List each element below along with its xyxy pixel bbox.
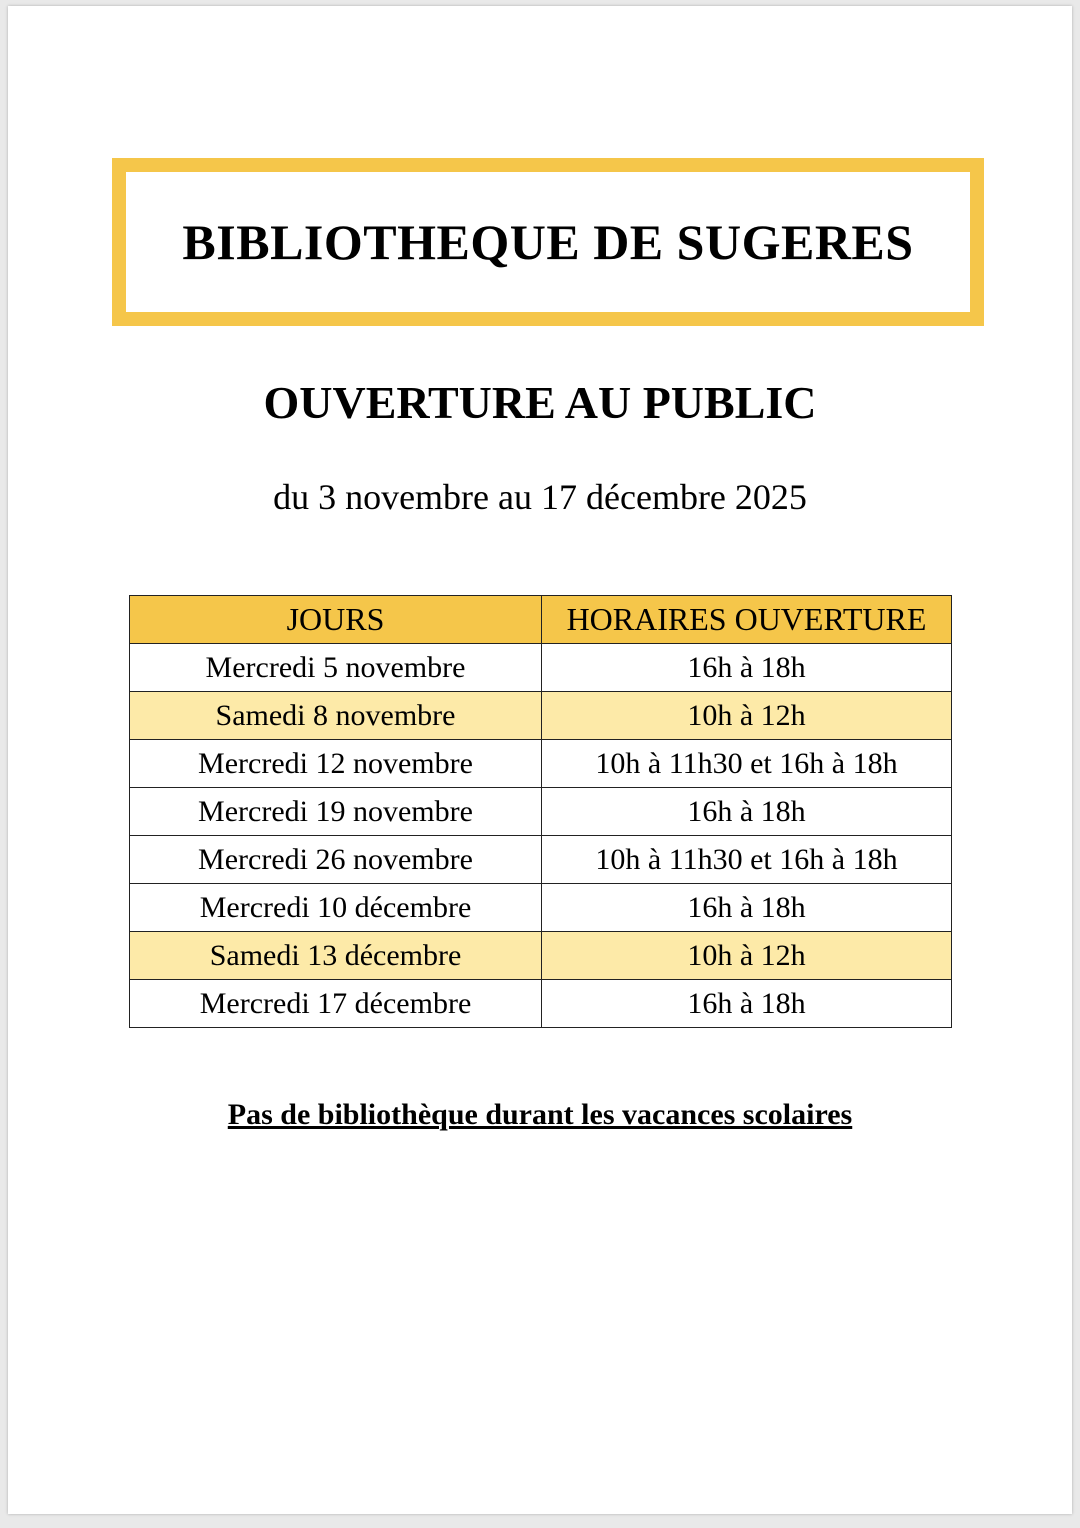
table-header-row — [130, 596, 952, 644]
library-title: BIBLIOTHEQUE DE SUGERES — [182, 214, 914, 270]
table-row — [130, 740, 952, 788]
schedule-table — [129, 595, 952, 1028]
closure-note: Pas de bibliothèque durant les vacances scolaires — [227, 1098, 853, 1131]
hours-cell: 10h à 12h — [542, 692, 952, 740]
day-cell: Mercredi 26 novembre — [130, 836, 542, 884]
hours-cell: 16h à 18h — [542, 884, 952, 932]
day-cell: Samedi 8 novembre — [130, 692, 542, 740]
hours-cell: 10h à 11h30 et 16h à 18h — [542, 836, 952, 884]
table-row — [130, 644, 952, 692]
hours-cell: 16h à 18h — [542, 980, 952, 1028]
hours-cell: 10h à 11h30 et 16h à 18h — [542, 740, 952, 788]
table-row — [130, 788, 952, 836]
hours-cell: 10h à 12h — [542, 932, 952, 980]
day-cell: Mercredi 12 novembre — [130, 740, 542, 788]
table-row — [130, 932, 952, 980]
title-frame — [112, 158, 984, 326]
opening-heading: OUVERTURE AU PUBLIC — [263, 377, 817, 428]
day-cell: Samedi 13 décembre — [130, 932, 542, 980]
hours-cell: 16h à 18h — [542, 644, 952, 692]
table-row — [130, 836, 952, 884]
table-row — [130, 884, 952, 932]
table-row — [130, 980, 952, 1028]
day-cell: Mercredi 10 décembre — [130, 884, 542, 932]
table-row — [130, 692, 952, 740]
day-cell: Mercredi 5 novembre — [130, 644, 542, 692]
period-text: du 3 novembre au 17 décembre 2025 — [273, 477, 807, 517]
header-hours: HORAIRES OUVERTURE — [542, 596, 952, 644]
day-cell: Mercredi 17 décembre — [130, 980, 542, 1028]
hours-cell: 16h à 18h — [542, 788, 952, 836]
day-cell: Mercredi 19 novembre — [130, 788, 542, 836]
header-days: JOURS — [130, 596, 542, 644]
